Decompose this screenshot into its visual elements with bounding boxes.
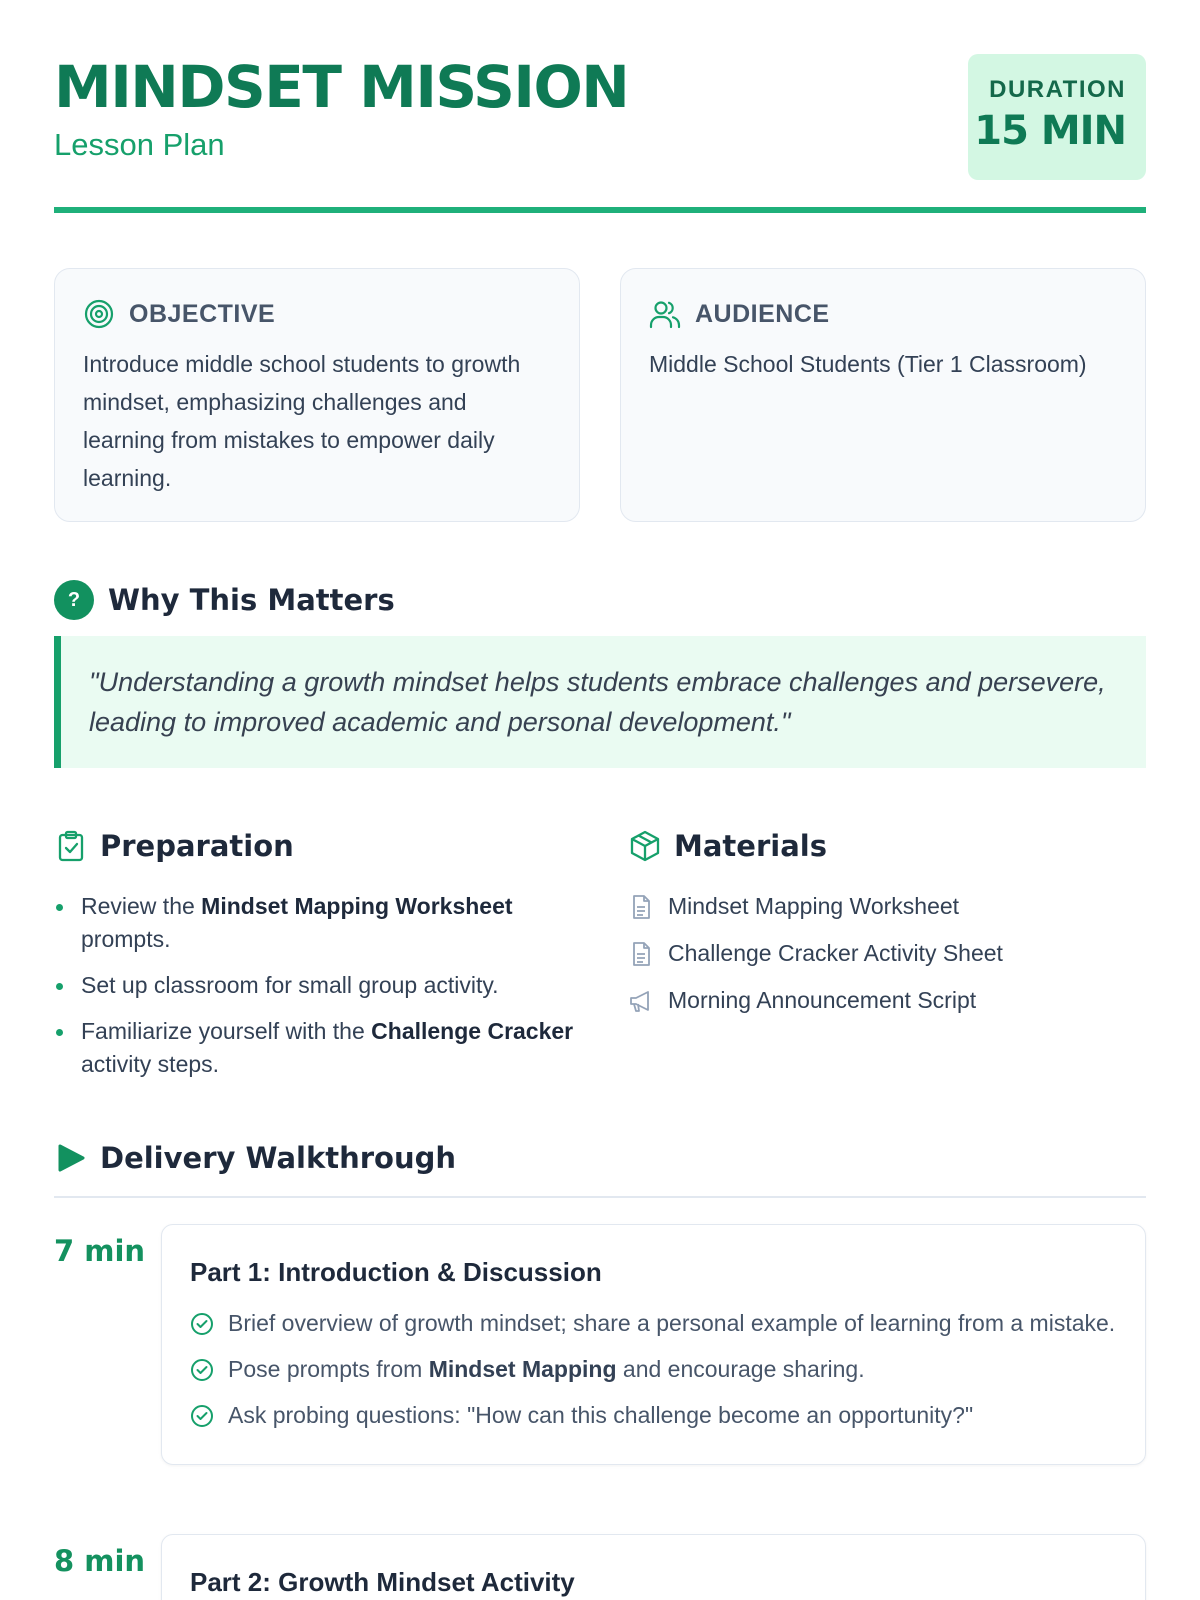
delivery-title: Delivery Walkthrough bbox=[100, 1141, 457, 1175]
part-card bbox=[161, 1534, 1146, 1600]
users-icon bbox=[649, 298, 681, 330]
materials-heading bbox=[628, 826, 827, 866]
clipboard-check-icon bbox=[54, 829, 88, 863]
question-icon: ? bbox=[54, 580, 94, 620]
document-icon bbox=[628, 941, 654, 967]
header-divider bbox=[54, 207, 1146, 213]
check-circle-icon bbox=[190, 1404, 214, 1428]
audience-card bbox=[620, 268, 1146, 522]
delivery-divider bbox=[54, 1196, 1146, 1198]
check-circle-icon bbox=[190, 1312, 214, 1336]
list-item: Set up classroom for small group activity. bbox=[54, 969, 574, 1002]
preparation-list bbox=[54, 890, 574, 1094]
delivery-heading bbox=[54, 1138, 456, 1178]
objective-text: Introduce middle school students to growth mindset, emphasizing challenges and learning from mistakes to empower daily learning. bbox=[83, 351, 521, 491]
bullet-icon bbox=[56, 1029, 63, 1036]
step-item: Brief overview of growth mindset; share a personal example of learning from a mistake. bbox=[190, 1306, 1117, 1340]
list-item: Familiarize yourself with the Challenge Cracker activity steps. bbox=[54, 1015, 574, 1081]
part-time: 7 min bbox=[54, 1234, 146, 1268]
why-heading bbox=[54, 580, 395, 620]
header bbox=[54, 0, 1146, 214]
duration-badge bbox=[968, 54, 1146, 180]
objective-title: OBJECTIVE bbox=[129, 299, 276, 328]
objective-card bbox=[54, 268, 580, 522]
preparation-heading bbox=[54, 826, 294, 866]
materials-title: Materials bbox=[674, 829, 827, 863]
audience-header bbox=[649, 297, 830, 331]
bullet-icon bbox=[56, 904, 63, 911]
package-icon bbox=[628, 829, 662, 863]
material-item bbox=[628, 890, 1146, 923]
page-title: MINDSET MISSION bbox=[54, 53, 629, 121]
part-title: Part 1: Introduction & Discussion bbox=[190, 1257, 602, 1287]
part-card bbox=[161, 1224, 1146, 1465]
why-quote: "Understanding a growth mindset helps students embrace challenges and persevere, leading to improved academic and personal development." bbox=[54, 636, 1146, 768]
part-title: Part 2: Growth Mindset Activity bbox=[190, 1567, 575, 1597]
objective-header bbox=[83, 297, 275, 331]
duration-label: DURATION bbox=[989, 76, 1126, 103]
material-item bbox=[628, 984, 1146, 1017]
material-item bbox=[628, 937, 1146, 970]
part-time: 8 min bbox=[54, 1544, 146, 1578]
why-title: Why This Matters bbox=[108, 583, 395, 617]
duration-value: 15 MIN bbox=[974, 108, 1126, 154]
audience-title: AUDIENCE bbox=[695, 299, 830, 328]
check-circle-icon bbox=[190, 1358, 214, 1382]
bullet-icon bbox=[56, 983, 63, 990]
step-item: Pose prompts from Mindset Mapping and encourage sharing. bbox=[190, 1352, 1117, 1386]
materials-list bbox=[628, 890, 1146, 1031]
audience-text: Middle School Students (Tier 1 Classroom) bbox=[649, 351, 1087, 377]
material-label: Morning Announcement Script bbox=[668, 987, 977, 1013]
document-icon bbox=[628, 894, 654, 920]
list-item: Review the Mindset Mapping Worksheet prompts. bbox=[54, 890, 574, 956]
preparation-title: Preparation bbox=[100, 829, 294, 863]
step-item: Ask probing questions: "How can this challenge become an opportunity?" bbox=[190, 1398, 1117, 1432]
material-label: Mindset Mapping Worksheet bbox=[668, 893, 960, 919]
megaphone-icon bbox=[628, 988, 654, 1014]
page-subtitle: Lesson Plan bbox=[54, 127, 225, 162]
target-icon bbox=[83, 298, 115, 330]
material-label: Challenge Cracker Activity Sheet bbox=[668, 940, 1003, 966]
play-icon bbox=[54, 1141, 88, 1175]
